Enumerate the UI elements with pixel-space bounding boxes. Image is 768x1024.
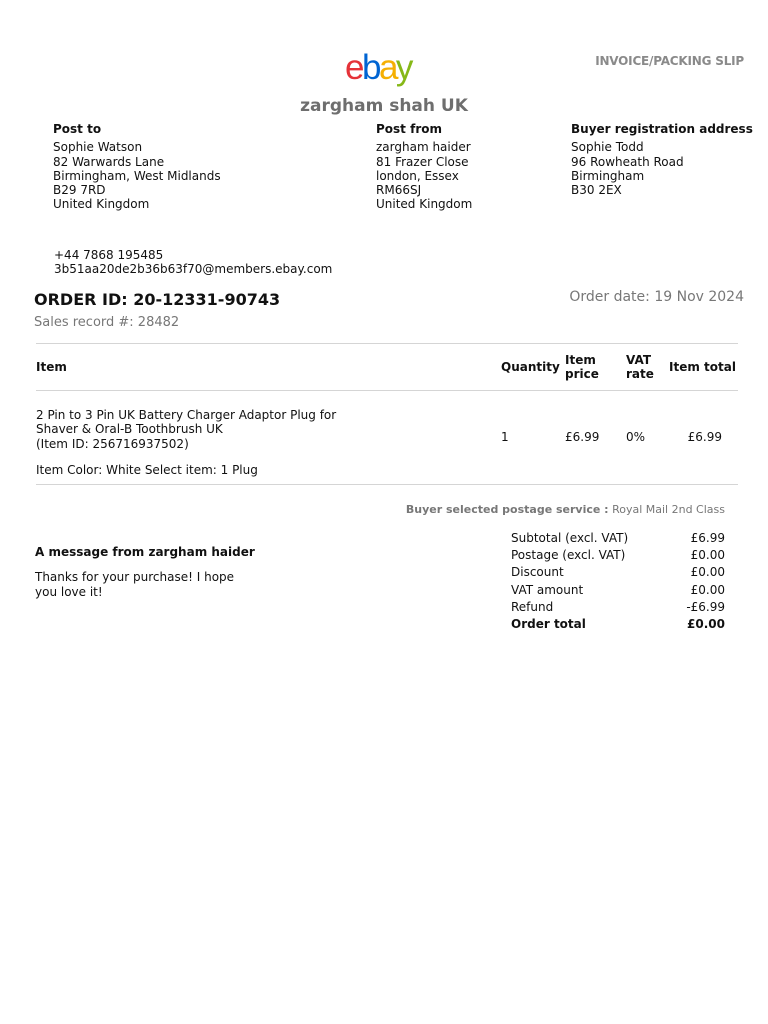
seller-message-text: Thanks for your purchase! I hope you love it! [35,570,235,599]
table-bottom-divider [36,484,738,485]
table-header-divider [36,390,738,391]
totals-label: Refund [511,599,554,614]
item-id: (Item ID: 256716937502) [36,436,189,451]
item-price: £6.99 [565,430,600,444]
totals-value: £0.00 [690,565,725,580]
postage-service-label: Buyer selected postage service : [405,503,609,516]
totals-label: VAT amount [511,582,584,597]
header-vat-line1: VAT [626,353,652,367]
post-to-line: Birmingham, West Midlands [53,168,221,183]
buyer-registration-line: B30 2EX [571,183,622,198]
seller-message-title: A message from zargham haider [35,545,255,559]
header-item-price-line1: Item [565,353,596,367]
totals-value: £0.00 [690,548,725,563]
totals-value: £0.00 [690,582,725,597]
order-totals [511,530,725,633]
logo-letter-y: y [395,48,411,87]
item-quantity: 1 [501,430,509,444]
totals-label: Subtotal (excl. VAT) [511,531,629,545]
totals-row-refund [511,599,725,616]
post-from-line: 81 Frazer Close [376,154,469,169]
post-from-line: RM66SJ [376,183,422,198]
post-from-line: london, Essex [376,168,459,183]
ebay-logo [345,50,411,85]
sales-record: Sales record #: 28482 [34,315,180,330]
header-vat-rate [626,353,654,381]
header-item-total: Item total [669,360,736,374]
totals-row-subtotal [511,530,725,547]
order-id: ORDER ID: 20-12331-90743 [34,290,281,309]
buyer-registration-line: Birmingham [571,168,645,183]
totals-row-discount [511,564,725,581]
buyer-email: 3b51aa20de2b36b63f70@members.ebay.com [54,262,333,277]
buyer-registration-line: 96 Rowheath Road [571,154,684,169]
logo-letter-e: e [345,48,362,87]
post-from-address [376,122,472,212]
buyer-phone: +44 7868 195485 [54,248,164,262]
item-variation: Item Color: White Select item: 1 Plug [36,463,258,477]
post-from-line: zargham haider [376,140,471,155]
document-type: INVOICE/PACKING SLIP [595,54,744,68]
post-from-line: United Kingdom [376,197,473,212]
buyer-registration-heading: Buyer registration address [571,122,753,136]
totals-row-postage [511,547,725,564]
totals-label: Postage (excl. VAT) [511,548,626,563]
post-to-line: United Kingdom [53,197,150,212]
table-top-divider [36,343,738,344]
table-row-item-description [36,408,336,451]
header-item: Item [36,360,67,374]
totals-value: -£6.99 [686,599,725,614]
header-item-price-line2: price [565,367,599,381]
buyer-registration-line: Sophie Todd [571,140,644,155]
totals-label: Discount [511,565,564,580]
buyer-contact [54,248,332,277]
buyer-registration-address [571,122,753,197]
logo-letter-a: a [378,48,396,87]
shop-name: zargham shah UK [300,96,468,116]
totals-value: £0.00 [687,616,725,631]
order-date: Order date: 19 Nov 2024 [569,289,744,305]
totals-row-order-total [511,616,725,633]
postage-service-value: Royal Mail 2nd Class [612,503,725,516]
postage-service [406,503,725,516]
item-title-line1: 2 Pin to 3 Pin UK Battery Charger Adaptor Plug for [36,408,337,422]
post-to-line: 82 Warwards Lane [53,154,165,169]
item-vat-rate: 0% [626,430,646,444]
post-to-heading: Post to [53,122,102,136]
totals-value: £6.99 [690,531,725,545]
post-to-line: B29 7RD [53,183,106,198]
item-title-line2: Shaver & Oral-B Toothbrush UK [36,422,223,437]
post-to-address [53,122,221,212]
post-to-line: Sophie Watson [53,140,143,155]
item-total: £6.99 [687,430,722,444]
totals-row-vat [511,582,725,599]
logo-letter-b: b [361,48,379,87]
header-quantity: Quantity [501,360,560,374]
header-vat-line2: rate [626,367,654,381]
totals-label: Order total [511,616,586,631]
post-from-heading: Post from [376,122,442,136]
header-item-price [565,353,599,381]
